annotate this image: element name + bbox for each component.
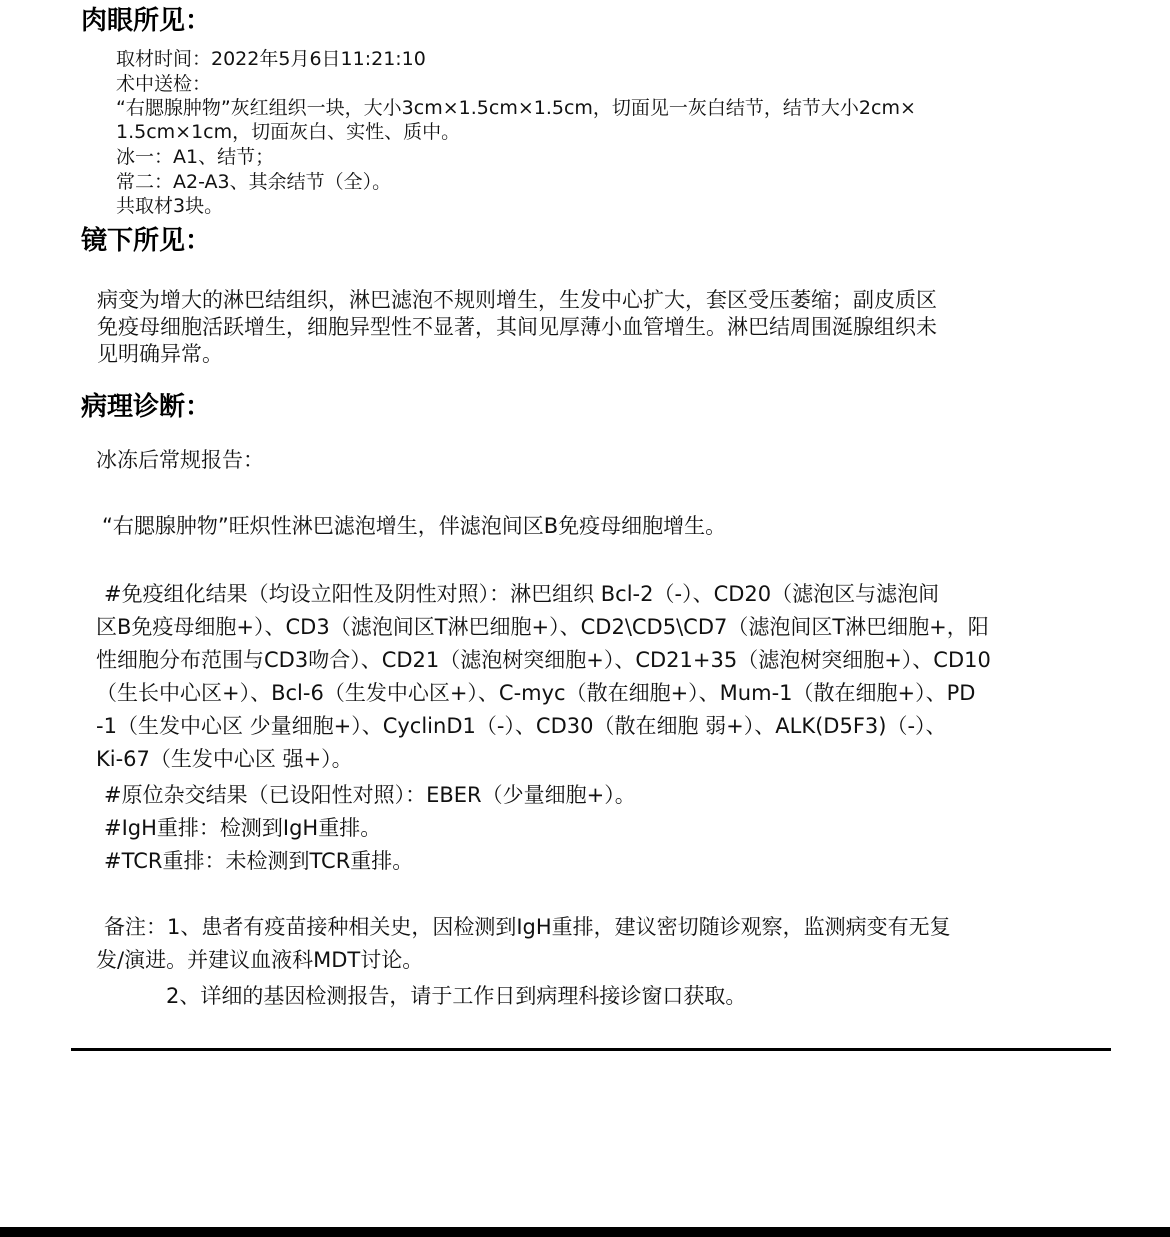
microscopic-text-line: 病变为增大的淋巴结组织，淋巴滤泡不规则增生，生发中心扩大，套区受压萎缩；副皮质区 [97,288,937,312]
note-line: 2、详细的基因检测报告，请于工作日到病理科接诊窗口获取。 [166,984,747,1008]
gross-description-line: “右腮腺肿物”灰红组织一块，大小3cm×1.5cm×1.5cm，切面见一灰白结节，结节大小2cm× [116,97,916,119]
igh-rearrangement-result: #IgH重排：检测到IgH重排。 [104,816,382,840]
report-type-label: 冰冻后常规报告： [96,448,264,472]
gross-frozen-block: 冰一：A1、结节； [116,146,275,168]
ihc-result-line: #免疫组化结果（均设立阳性及阴性对照）：淋巴组织 Bcl-2（-）、CD20（滤泡区与滤泡间 [104,582,940,606]
gross-sampling-time: 取材时间：2022年5月6日11:21:10 [116,48,426,70]
tcr-rearrangement-result: #TCR重排：未检测到TCR重排。 [104,849,414,873]
ish-result: #原位杂交结果（已设阳性对照）：EBER（少量细胞+）。 [104,783,636,807]
note-line: 备注：1、患者有疫苗接种相关史，因检测到IgH重排，建议密切随诊观察，监测病变有无复 [104,915,951,939]
note-line: 发/演进。并建议血液科MDT讨论。 [96,948,424,972]
microscopic-findings-heading: 镜下所见： [81,226,212,256]
gross-total-blocks: 共取材3块。 [116,195,224,217]
ihc-result-line: -1（生发中心区 少量细胞+）、CyclinD1（-）、CD30（散在细胞 弱+）、ALK(D5F3)（-）、 [96,714,947,738]
microscopic-text-line: 见明确异常。 [97,342,223,366]
ihc-result-line: （生长中心区+）、Bcl-6（生发中心区+）、C-myc（散在细胞+）、Mum-1（散在细胞+）、PD [96,681,976,705]
ihc-result-line: Ki-67（生发中心区 强+）。 [96,747,353,771]
diagnosis-conclusion: “右腮腺肿物”旺炽性淋巴滤泡增生，伴滤泡间区B免疫母细胞增生。 [102,514,727,538]
ihc-result-line: 性细胞分布范围与CD3吻合）、CD21（滤泡树突细胞+）、CD21+35（滤泡树突细胞+）、CD10 [96,648,991,672]
gross-intraop-label: 术中送检： [116,73,212,95]
gross-description-line: 1.5cm×1cm，切面灰白、实性、质中。 [116,121,461,143]
ihc-result-line: 区B免疫母细胞+）、CD3（滤泡间区T淋巴细胞+）、CD2\CD5\CD7（滤泡间区T淋巴细胞+，阳 [96,615,989,639]
microscopic-text-line: 免疫母细胞活跃增生，细胞异型性不显著，其间见厚薄小血管增生。淋巴结周围涎腺组织未 [97,315,937,339]
gross-findings-heading: 肉眼所见： [81,6,212,36]
bottom-border [0,1227,1170,1237]
gross-routine-block: 常二：A2-A3、其余结节（全）。 [116,171,392,193]
diagnosis-heading: 病理诊断： [81,392,212,422]
section-divider [71,1048,1111,1051]
